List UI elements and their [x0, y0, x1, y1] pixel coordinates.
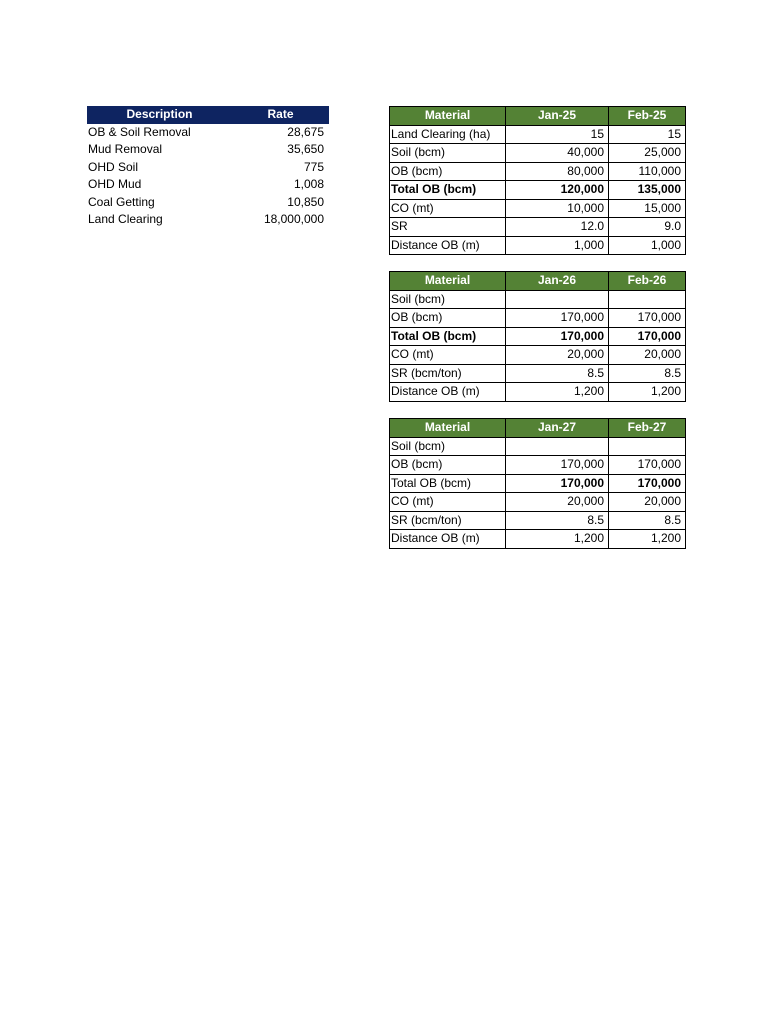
material-value-cell[interactable] — [609, 290, 686, 309]
material-row — [390, 309, 686, 328]
material-value-cell[interactable]: 20,000 — [506, 493, 609, 512]
material-label-cell[interactable]: Soil (bcm) — [390, 290, 506, 309]
material-row — [390, 181, 686, 200]
material-value-cell[interactable]: 120,000 — [506, 181, 609, 200]
rate-value-cell[interactable]: 1,008 — [293, 177, 324, 192]
material-value-cell[interactable]: 170,000 — [506, 474, 609, 493]
header-month-2[interactable]: Feb-25 — [609, 107, 686, 126]
material-label-cell[interactable]: SR — [390, 218, 506, 237]
material-value-cell[interactable]: 40,000 — [506, 144, 609, 163]
material-value-cell[interactable] — [506, 437, 609, 456]
material-value-cell[interactable]: 110,000 — [609, 162, 686, 181]
material-value-cell[interactable]: 8.5 — [506, 364, 609, 383]
material-row — [390, 290, 686, 309]
material-table-2027 — [389, 418, 686, 549]
rate-description-cell[interactable]: Mud Removal — [88, 142, 163, 157]
material-label-cell[interactable]: SR (bcm/ton) — [390, 364, 506, 383]
material-value-cell[interactable]: 25,000 — [609, 144, 686, 163]
rate-table — [87, 106, 329, 229]
material-label-cell[interactable]: Distance OB (m) — [390, 383, 506, 402]
material-value-cell[interactable] — [506, 290, 609, 309]
material-label-cell[interactable]: Soil (bcm) — [390, 437, 506, 456]
material-table-2026 — [389, 271, 686, 402]
material-header-row — [390, 419, 686, 438]
material-label-cell[interactable]: SR (bcm/ton) — [390, 511, 506, 530]
material-table-2025 — [389, 106, 686, 255]
material-row — [390, 511, 686, 530]
material-value-cell[interactable]: 80,000 — [506, 162, 609, 181]
material-header-row — [390, 107, 686, 126]
rate-description-cell[interactable]: Coal Getting — [88, 194, 155, 209]
material-row — [390, 456, 686, 475]
material-row — [390, 383, 686, 402]
material-label-cell[interactable]: Total OB (bcm) — [390, 181, 506, 200]
material-value-cell[interactable]: 170,000 — [506, 456, 609, 475]
material-row — [390, 236, 686, 255]
material-value-cell[interactable]: 170,000 — [609, 309, 686, 328]
rate-value-cell[interactable]: 18,000,000 — [263, 212, 324, 227]
material-row — [390, 493, 686, 512]
material-value-cell[interactable]: 15 — [506, 125, 609, 144]
material-value-cell[interactable]: 10,000 — [506, 199, 609, 218]
rate-row — [87, 176, 329, 194]
material-label-cell[interactable]: OB (bcm) — [390, 309, 506, 328]
header-month-1[interactable]: Jan-26 — [506, 272, 609, 291]
material-value-cell[interactable]: 170,000 — [609, 327, 686, 346]
material-value-cell[interactable]: 170,000 — [609, 456, 686, 475]
rate-value-cell[interactable]: 28,675 — [287, 124, 324, 139]
material-value-cell[interactable]: 8.5 — [609, 511, 686, 530]
header-material[interactable]: Material — [390, 272, 506, 291]
material-value-cell[interactable]: 8.5 — [506, 511, 609, 530]
material-row — [390, 530, 686, 549]
material-value-cell[interactable]: 170,000 — [609, 474, 686, 493]
header-month-2[interactable]: Feb-27 — [609, 419, 686, 438]
material-value-cell[interactable]: 1,200 — [506, 383, 609, 402]
rate-description-cell[interactable]: OHD Mud — [88, 177, 142, 192]
header-rate[interactable]: Rate — [232, 106, 329, 124]
material-row — [390, 474, 686, 493]
material-row — [390, 437, 686, 456]
material-row — [390, 199, 686, 218]
material-label-cell[interactable]: Land Clearing (ha) — [390, 125, 506, 144]
material-row — [390, 162, 686, 181]
material-label-cell[interactable]: CO (mt) — [390, 199, 506, 218]
material-row — [390, 125, 686, 144]
material-label-cell[interactable]: CO (mt) — [390, 493, 506, 512]
header-month-1[interactable]: Jan-25 — [506, 107, 609, 126]
material-header-row — [390, 272, 686, 291]
material-label-cell[interactable]: OB (bcm) — [390, 456, 506, 475]
material-value-cell[interactable]: 1,000 — [506, 236, 609, 255]
material-label-cell[interactable]: Soil (bcm) — [390, 144, 506, 163]
material-value-cell[interactable]: 12.0 — [506, 218, 609, 237]
header-material[interactable]: Material — [390, 107, 506, 126]
rate-row — [87, 141, 329, 159]
material-value-cell[interactable]: 170,000 — [506, 309, 609, 328]
rate-row — [87, 211, 329, 229]
material-label-cell[interactable]: Total OB (bcm) — [390, 327, 506, 346]
rate-header-row — [87, 106, 329, 124]
header-description[interactable]: Description — [87, 106, 232, 124]
material-value-cell[interactable]: 1,000 — [609, 236, 686, 255]
material-value-cell[interactable]: 20,000 — [609, 493, 686, 512]
header-month-1[interactable]: Jan-27 — [506, 419, 609, 438]
rate-description-cell[interactable]: OB & Soil Removal — [88, 124, 191, 139]
material-label-cell[interactable]: Distance OB (m) — [390, 236, 506, 255]
material-value-cell[interactable]: 9.0 — [609, 218, 686, 237]
material-value-cell[interactable]: 15 — [609, 125, 686, 144]
material-label-cell[interactable]: CO (mt) — [390, 346, 506, 365]
material-label-cell[interactable]: Total OB (bcm) — [390, 474, 506, 493]
rate-value-cell[interactable]: 10,850 — [287, 194, 324, 209]
rate-value-cell[interactable]: 775 — [303, 159, 324, 174]
material-row — [390, 346, 686, 365]
header-month-2[interactable]: Feb-26 — [609, 272, 686, 291]
material-row — [390, 218, 686, 237]
material-value-cell[interactable]: 1,200 — [506, 530, 609, 549]
header-material[interactable]: Material — [390, 419, 506, 438]
material-value-cell[interactable]: 1,200 — [609, 383, 686, 402]
material-value-cell[interactable]: 8.5 — [609, 364, 686, 383]
material-value-cell[interactable]: 170,000 — [506, 327, 609, 346]
material-label-cell[interactable]: Distance OB (m) — [390, 530, 506, 549]
material-label-cell[interactable]: OB (bcm) — [390, 162, 506, 181]
rate-description-cell[interactable]: Land Clearing — [88, 212, 163, 227]
material-row — [390, 327, 686, 346]
rate-row — [87, 194, 329, 212]
rate-row — [87, 159, 329, 177]
rate-row — [87, 124, 329, 142]
material-value-cell[interactable]: 20,000 — [506, 346, 609, 365]
material-value-cell[interactable]: 20,000 — [609, 346, 686, 365]
material-row — [390, 144, 686, 163]
material-value-cell[interactable] — [609, 437, 686, 456]
rate-description-cell[interactable]: OHD Soil — [88, 159, 139, 174]
material-value-cell[interactable]: 135,000 — [609, 181, 686, 200]
material-value-cell[interactable]: 1,200 — [609, 530, 686, 549]
material-row — [390, 364, 686, 383]
rate-value-cell[interactable]: 35,650 — [287, 142, 324, 157]
material-value-cell[interactable]: 15,000 — [609, 199, 686, 218]
